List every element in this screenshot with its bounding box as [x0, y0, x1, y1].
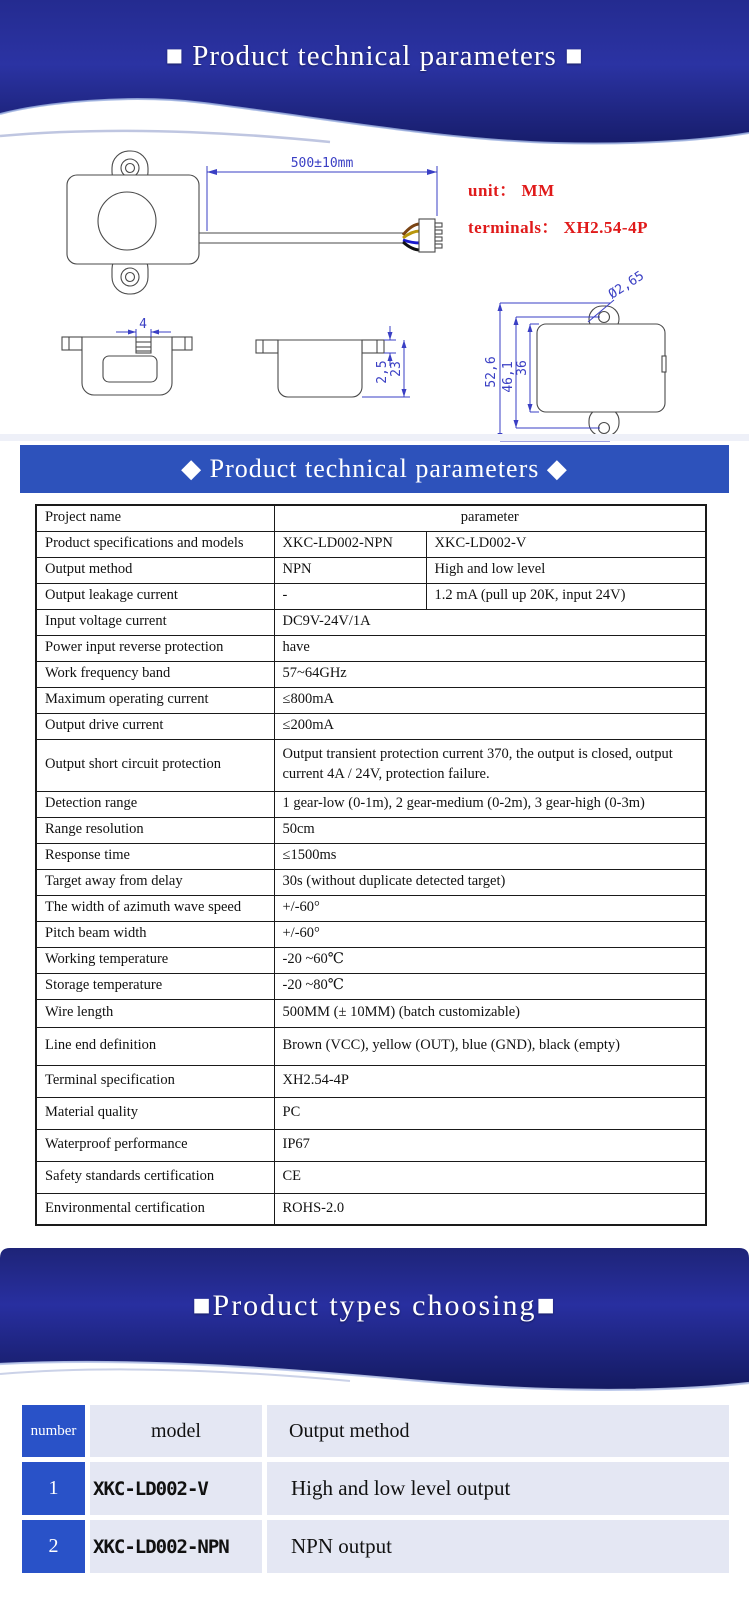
- terminals-label: terminals： XH2.54-4P: [468, 218, 648, 237]
- spec-label-cell: Waterproof performance: [36, 1129, 274, 1161]
- spec-value-cell: XH2.54-4P: [274, 1065, 706, 1097]
- spec-row: [36, 1097, 706, 1129]
- spec-label-cell: Product specifications and models: [36, 531, 274, 557]
- spec-value-cell: Brown (VCC), yellow (OUT), blue (GND), black (empty): [274, 1027, 706, 1065]
- spec-row: [36, 843, 706, 869]
- spec-value-cell: -: [274, 583, 426, 609]
- spec-label-cell: Power input reverse protection: [36, 635, 274, 661]
- spec-value-cell: DC9V-24V/1A: [274, 609, 706, 635]
- type-table: [22, 1405, 729, 1573]
- spec-label-cell: Working temperature: [36, 947, 274, 973]
- type-row-output: High and low level output: [267, 1462, 729, 1515]
- spec-row: [36, 505, 706, 531]
- spec-label-cell: Maximum operating current: [36, 687, 274, 713]
- spec-label-cell: Safety standards certification: [36, 1161, 274, 1193]
- spec-row: [36, 713, 706, 739]
- spec-row: [36, 999, 706, 1027]
- spec-value-cell: XKC-LD002-NPN: [274, 531, 426, 557]
- spec-row: [36, 869, 706, 895]
- spec-value-cell: 1 gear-low (0-1m), 2 gear-medium (0-2m), 3 gear-high (0-3m): [274, 791, 706, 817]
- spec-row: [36, 817, 706, 843]
- spec-label-cell: Material quality: [36, 1097, 274, 1129]
- spec-value-cell: -20 ~80℃: [274, 973, 706, 999]
- spec-label-cell: Output drive current: [36, 713, 274, 739]
- spec-label-cell: Terminal specification: [36, 1065, 274, 1097]
- spec-value-cell: ROHS-2.0: [274, 1193, 706, 1225]
- dimension-label-gland-width: 4: [139, 317, 147, 332]
- type-row-number: 1: [22, 1462, 85, 1515]
- spec-value-cell: 50cm: [274, 817, 706, 843]
- dimension-label-body-height: 23: [389, 361, 404, 377]
- spec-label-cell: Environmental certification: [36, 1193, 274, 1225]
- spec-value-cell: ≤1500ms: [274, 843, 706, 869]
- spec-label-cell: Storage temperature: [36, 973, 274, 999]
- spec-row: [36, 947, 706, 973]
- spec-label-cell: Detection range: [36, 791, 274, 817]
- spec-value-cell: IP67: [274, 1129, 706, 1161]
- spec-row: [36, 609, 706, 635]
- spec-row: [36, 583, 706, 609]
- spec-value-cell: 30s (without duplicate detected target): [274, 869, 706, 895]
- dimension-label-hole-span: 46,1: [501, 361, 516, 393]
- type-header-number: number: [22, 1405, 85, 1457]
- spec-label-cell: The width of azimuth wave speed: [36, 895, 274, 921]
- spec-row: [36, 791, 706, 817]
- spec-value-cell: Output transient protection current 370, the output is closed, output current 4A / 24V, protection failure.: [274, 739, 706, 791]
- side-view-b-drawing: [256, 326, 410, 397]
- spec-value-cell: 1.2 mA (pull up 20K, input 24V): [426, 583, 706, 609]
- unit-label: unit： MM: [468, 181, 555, 200]
- spec-value-cell: -20 ~60℃: [274, 947, 706, 973]
- spec-row: [36, 661, 706, 687]
- spec-value-cell: PC: [274, 1097, 706, 1129]
- spec-value-cell: 57~64GHz: [274, 661, 706, 687]
- spec-label-cell: Target away from delay: [36, 869, 274, 895]
- back-view-drawing: [484, 268, 666, 441]
- types-banner-title: ■Product types choosing■: [192, 1289, 557, 1322]
- spec-row: [36, 1129, 706, 1161]
- spec-row: [36, 531, 706, 557]
- spec-label-cell: Output short circuit protection: [36, 739, 274, 791]
- spec-value-cell: ≤200mA: [274, 713, 706, 739]
- spec-row: [36, 1193, 706, 1225]
- spec-value-cell: ≤800mA: [274, 687, 706, 713]
- spec-row: [36, 687, 706, 713]
- dimension-label-hole-diameter: Ø2,65: [606, 268, 648, 303]
- section-divider-strip: [0, 434, 749, 441]
- spec-label-cell: Input voltage current: [36, 609, 274, 635]
- spec-value-cell: have: [274, 635, 706, 661]
- spec-row: [36, 921, 706, 947]
- spec-row: [36, 1027, 706, 1065]
- spec-row: [36, 557, 706, 583]
- spec-label-cell: Wire length: [36, 999, 274, 1027]
- spec-label-cell: Pitch beam width: [36, 921, 274, 947]
- spec-row: [36, 635, 706, 661]
- type-row-output: NPN output: [267, 1520, 729, 1573]
- spec-table: [35, 504, 707, 1226]
- spec-value-cell: +/-60°: [274, 895, 706, 921]
- type-row-number: 2: [22, 1520, 85, 1573]
- spec-label-cell: Work frequency band: [36, 661, 274, 687]
- spec-value-cell: +/-60°: [274, 921, 706, 947]
- dimension-label-cable-length: 500±10mm: [290, 156, 354, 171]
- spec-row: [36, 1065, 706, 1097]
- spec-label-cell: Range resolution: [36, 817, 274, 843]
- spec-banner-title: ◆ Product technical parameters ◆: [181, 454, 568, 483]
- top-banner-title: ■ Product technical parameters ■: [165, 39, 584, 72]
- spec-label-cell: Output leakage current: [36, 583, 274, 609]
- spec-row: [36, 1161, 706, 1193]
- spec-row: [36, 973, 706, 999]
- type-header-model: model: [90, 1405, 262, 1457]
- connector-xh254-icon: [419, 219, 442, 252]
- spec-label-cell: Response time: [36, 843, 274, 869]
- type-row-model: XKC-LD002-V: [90, 1462, 262, 1515]
- type-row-model: XKC-LD002-NPN: [90, 1520, 262, 1573]
- spec-label-cell: Project name: [36, 505, 274, 531]
- spec-value-cell: parameter: [274, 505, 706, 531]
- dimension-label-lip-height: 2,5: [375, 360, 390, 384]
- top-view-drawing: [67, 151, 442, 294]
- dimension-label-body-width: 36: [515, 360, 530, 376]
- spec-label-cell: Line end definition: [36, 1027, 274, 1065]
- spec-value-cell: XKC-LD002-V: [426, 531, 706, 557]
- spec-row: [36, 739, 706, 791]
- type-header-output: Output method: [267, 1405, 729, 1457]
- spec-value-cell: CE: [274, 1161, 706, 1193]
- spec-value-cell: NPN: [274, 557, 426, 583]
- technical-drawings: [0, 140, 749, 445]
- spec-row: [36, 895, 706, 921]
- spec-value-cell: High and low level: [426, 557, 706, 583]
- spec-value-cell: 500MM (± 10MM) (batch customizable): [274, 999, 706, 1027]
- spec-banner: [20, 445, 729, 493]
- spec-label-cell: Output method: [36, 557, 274, 583]
- dimension-label-overall-height: 52,6: [484, 356, 499, 388]
- side-view-a-drawing: [62, 317, 192, 395]
